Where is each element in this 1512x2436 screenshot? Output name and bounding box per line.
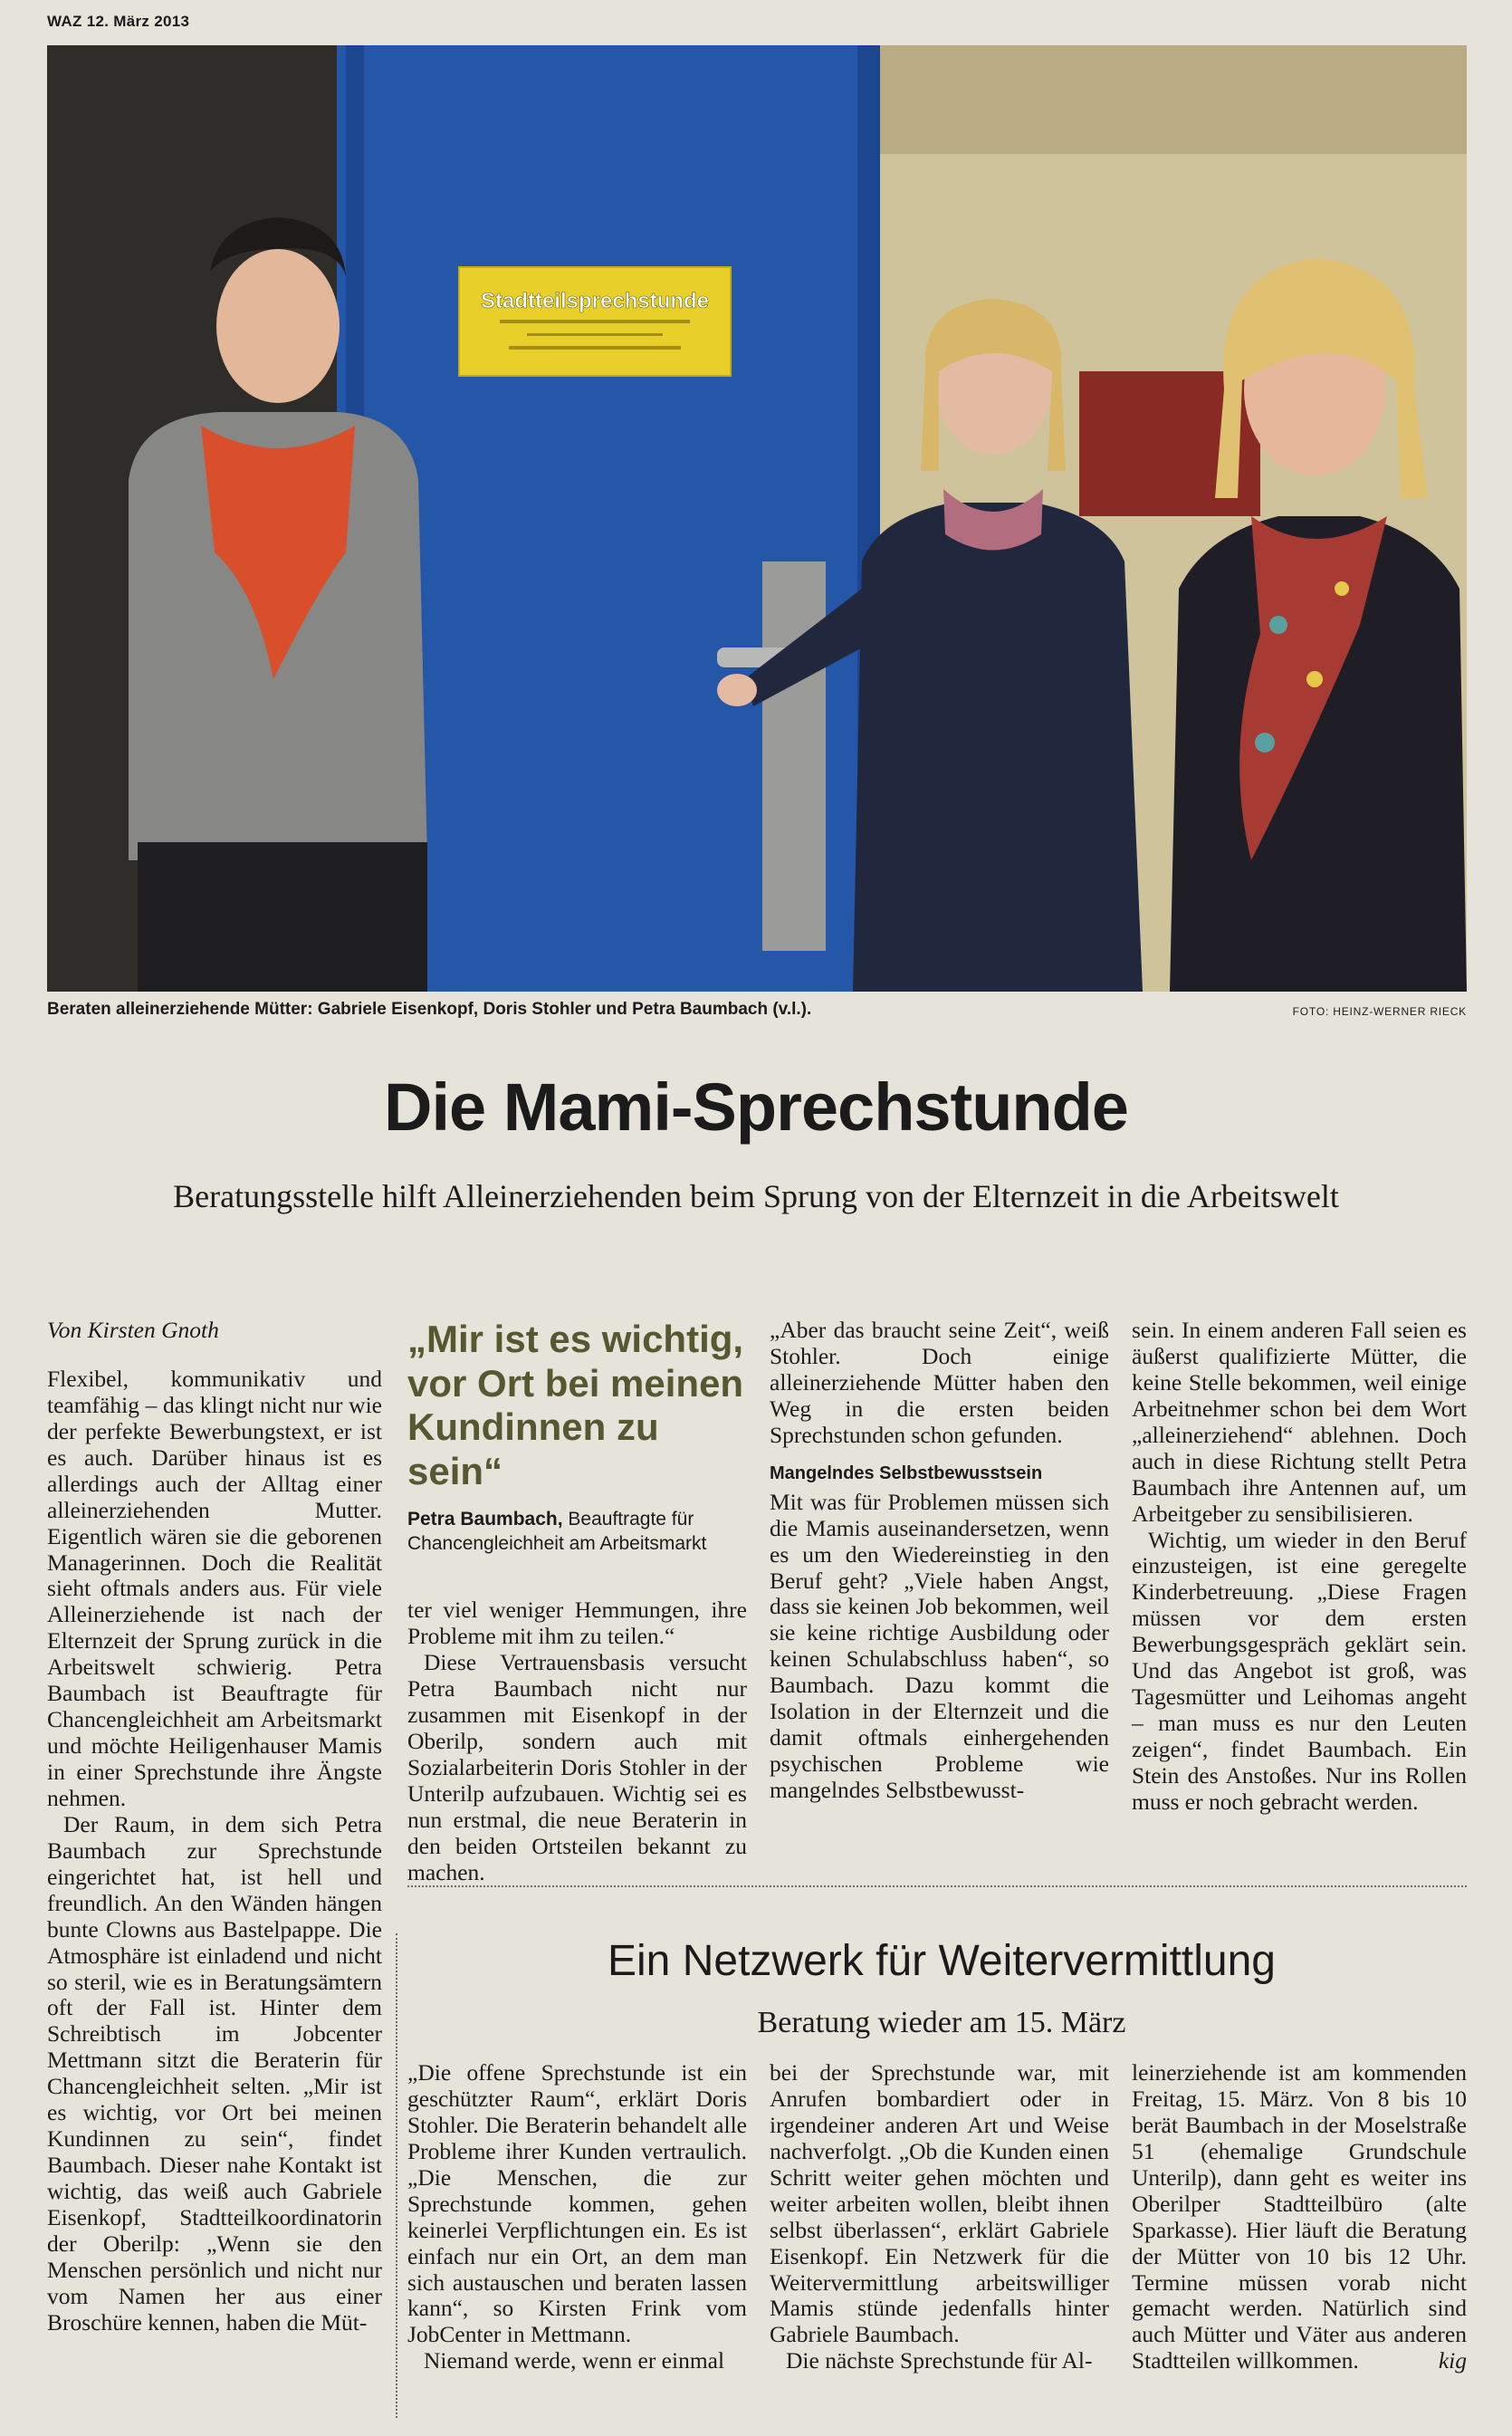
paragraph: Diese Vertrauensbasis versucht Petra Baumbach nicht nur zusammen mit Eisenkopf in der Oberilp, sondern auch mit Sozialarbeiterin Doris Stohler in der Unterilp aufzubauen. Wichtig sei es nun erstmal, die neue Beraterin in den beiden Ortsteilen bekannt zu machen. [407,1649,747,1885]
paragraph [1132,2060,1467,2374]
byline: Von Kirsten Gnoth [47,1317,219,1343]
box-column-1 [407,2060,747,2374]
photo-caption: Beraten alleinerziehende Mütter: Gabriele Eisenkopf, Doris Stohler und Petra Baumbach (v.l.). [47,1000,812,1019]
paragraph-text: leinerziehende ist am kommenden Freitag, 15. März. Von 8 bis 10 berät Baumbach in der Moselstraße 51 (ehemalige Grundschule Unterilp), dann geht es weiter ins Oberilper Stadtteilbüro (alte Sparkasse). Hier läuft die Beratung der Mütter von 10 bis 12 Uhr. Termine müssen vorab nicht gemacht werden. Natürlich sind auch Mütter und Väter aus anderen Stadtteilen willkommen. [1132,2059,1467,2374]
quote-role: Beauftragte für Chancengleichheit am Arbeitsmarkt [407,1508,707,1555]
subheadline: Beratungsstelle hilft Alleinerziehenden beim Sprung von der Elternzeit in die Arbeitswelt [173,1178,1339,1214]
paragraph: Flexibel, kommunikativ und teamfähig – das klingt nicht nur wie der perfekte Bewerbungstext, er ist es auch. Darüber hinaus ist es allerdings auch der Alltag einer alleinerziehenden Mutter. Eigentlich wären sie die geborenen Managerinnen. Doch die Realität sieht oftmals anders aus. Für viele Alleinerziehende ist nach der Elternzeit der Sprung zurück in die Arbeitswelt schwierig. Petra Baumbach ist Beauftragte für Chancengleichheit am Arbeitsmarkt und möchte Heiligenhauser Mamis in einer Sprechstunde ihre Ängste nehmen. [47,1365,382,1811]
section-divider [407,1885,1467,1887]
article-column-1 [47,1318,382,2336]
paragraph: Der Raum, in dem sich Petra Baumbach zur Sprechstunde eingerichtet hat, ist hell und freundlich. An den Wänden hängen bunte Clowns aus Bastelpappe. Die Atmosphäre ist einladend und nicht so steril, wie es in Beratungsämtern oft der Fall ist. Hinter dem Schreibtisch im Jobcenter Mettmann sitzt die Beraterin für Chancengleichheit selten. „Mir ist es wichtig, vor Ort bei meinen Kundinnen zu sein“, findet Baumbach. Dieser nahe Kontakt ist wichtig, das weiß auch Gabriele Eisenkopf, Stadtteilkoordinatorin der Oberilp: „Wenn sie den Menschen persönlich und nicht nur vom Namen her aus einer Broschüre kennen, haben die Müt- [47,1810,382,2335]
article-column-3 [770,1318,1109,1804]
box-column-3 [1132,2060,1467,2374]
door-sign-text: Stadtteilsprechstunde [480,289,710,313]
photo-credit: FOTO: HEINZ-WERNER RIECK [1292,1005,1467,1018]
interhead: Mangelndes Selbstbewusstsein [770,1463,1043,1483]
paragraph: Mit was für Problemen müssen sich die Mamis auseinandersetzen, wenn es um den Wiedereinstieg in den Beruf geht? „Viele haben Angst, dass sie keinen Job bekommen, weil sie keine richtige Ausbildung oder keinen Schulabschluss haben“, so Baumbach. Dazu kommt die Isolation in der Elternzeit und die damit oftmals einhergehenden psychischen Probleme wie mangelndes Selbstbewusst- [770,1488,1109,1803]
paragraph: Wichtig, um wieder in den Beruf einzusteigen, ist eine geregelte Kinderbetreuung. „Diese Fragen müssen vor dem ersten Bewerbungsgespräch geklärt sein. Und das Angebot ist groß, was Tagesmütter und Leihomas angeht – man muss es nur den Leuten zeigen“, findet Baumbach. Ein Stein des Anstoßes. Nur ins Rollen muss er noch gebracht werden. [1132,1526,1467,1815]
author-signature: kig [1438,2347,1467,2374]
article-photo [47,45,1467,992]
box-subheadline: Beratung wieder am 15. März [757,2006,1126,2039]
box-headline: Ein Netzwerk für Weitervermittlung [608,1937,1276,1985]
dateline: WAZ 12. März 2013 [47,13,190,30]
column-divider [396,1933,397,2418]
paragraph: bei der Sprechstunde war, mit Anrufen bombardiert oder in irgendeiner anderen Art und Weise nachverfolgt. „Ob die Kunden einen Schritt weiter gehen möchten und weiter arbeiten wollen, bleibt ihnen selbst überlassen“, erklärt Gabriele Eisenkopf. Ein Netzwerk für die Weitervermittlung arbeitswilliger Mamis stünde jedenfalls hinter Gabriele Baumbach. [770,2059,1109,2348]
paragraph: Die nächste Sprechstunde für Al- [786,2347,1093,2374]
headline: Die Mami-Sprechstunde [384,1069,1128,1145]
paragraph: Niemand werde, wenn er einmal [424,2347,725,2374]
article-column-2 [407,1318,747,1886]
paragraph: „Die offene Sprechstunde ist ein geschützter Raum“, erklärt Doris Stohler. Die Beraterin behandelt alle Probleme ihrer Kunden vertraulich. „Die Menschen, die zur Sprechstunde kommen, gehen keinerlei Verpflichtungen ein. Es ist einfach nur ein Ort, an dem man sich austauschen und beraten lassen kann“, so Kirsten Frink vom JobCenter in Mettmann. [407,2059,747,2348]
article-column-4 [1132,1318,1467,1816]
paragraph: „Aber das braucht seine Zeit“, weiß Stohler. Doch einige alleinerziehende Mütter haben den Weg in die ersten beiden Sprechstunden schon gefunden. [770,1317,1109,1448]
quote-name: Petra Baumbach, [407,1508,563,1530]
paragraph: ter viel weniger Hemmungen, ihre Probleme mit ihm zu teilen.“ [407,1597,747,1650]
paragraph: sein. In einem anderen Fall seien es äußerst qualifizierte Mütter, die keine Stelle bekommen, weil einige Arbeitnehmer schon bei dem Wort „alleinerziehend“ ablehnen. Doch auch in diese Richtung stellt Petra Baumbach ihre Antennen auf, um Arbeitgeber zu sensibilisieren. [1132,1317,1467,1527]
quote-attribution [407,1507,747,1557]
pull-quote: „Mir ist es wichtig, vor Ort bei meinen Kundinnen zu sein“ [407,1318,744,1493]
box-column-2 [770,2060,1109,2374]
